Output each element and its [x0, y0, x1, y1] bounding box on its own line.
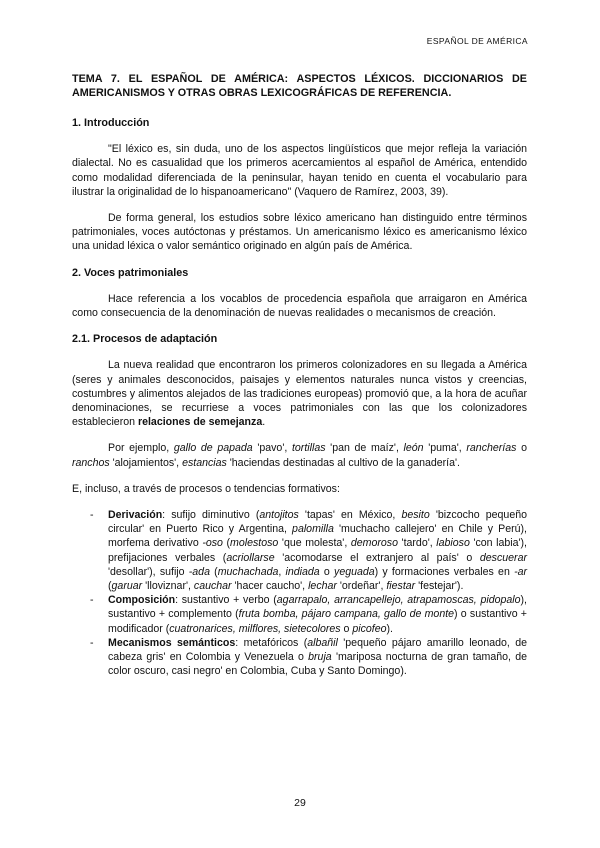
- formation-list: [72, 508, 527, 678]
- list-item-composicion: - Composición: sustantivo + verbo (agarrapalo, arrancapellejo, atrapamoscas, pidopalo), sustantivo + complemento (fruta bomba, pájaro campana, gallo de monte) o sustantivo + modificador (cuatronarices, milflores, sietecolores o picofeo).: [72, 593, 527, 636]
- paragraph-adaptacion: La nueva realidad que encontraron los primeros colonizadores en su llegada a América (seres y animales desconocidos, paisajes y elementos naturales nunca vistos y creencias, costumbres y alimentos alejados de las tradiciones europeas) promovió que, a la hora de acuñar denominaciones, se recurriese a voces patrimoniales con las que los colonizadores establecieron relaciones de semejanza.: [72, 359, 527, 429]
- list-item-mecanismos-semanticos: - Mecanismos semánticos: metafóricos (albañil 'pequeño pájaro amarillo leonado, de cabeza gris' en Colombia y Venezuela o bruja 'mariposa nocturna de gran tamaño, de color oscuro, casi negro' en Colombia, Cuba y Santo Domingo).: [72, 636, 527, 679]
- section-heading-introduccion: 1. Introducción: [72, 117, 150, 129]
- running-header: ESPAÑOL DE AMÉRICA: [426, 36, 528, 46]
- paragraph-procesos-formativos: E, incluso, a través de procesos o tendencias formativos:: [72, 482, 340, 495]
- emphasis-semejanza: relaciones de semejanza: [137, 416, 263, 429]
- paragraph-quote: "El léxico es, sin duda, uno de los aspectos lingüísticos que mejor refleja la variación dialectal. No es casualidad que los primeros acercamientos al español de América, entendido como modalidad diferenciada de la peninsular, hayan tenido en cuenta el vocabulario para ilustrar la originalidad de lo hispanoamericano" (Vaquero de Ramírez, 2003, 39).: [72, 143, 527, 198]
- section-heading-procesos-adaptacion: 2.1. Procesos de adaptación: [72, 333, 218, 346]
- list-item-derivacion: - Derivación: sufijo diminutivo (antojitos 'tapas' en México, besito 'bizcocho pequeño circular' en Puerto Rico y Argentina, palomilla 'muchacho callejero' en Chile y Perú), morfema derivativo -oso (molestoso 'que molesta', demoroso 'tardo', labioso 'con labia'), prefijaciones verbales (acriollarse 'acomodarse el extranjero al país' o descuerar 'desollar'), sufijo -ada (muchachada, indiada o yeguada) y formaciones verbales en -ar (garuar 'lloviznar', cauchar 'hacer caucho', lechar 'ordeñar', fiestar 'festejar').: [72, 508, 527, 593]
- main-content: [72, 72, 527, 679]
- page-number: 29: [294, 797, 306, 809]
- section-heading-voces-patrimoniales: 2. Voces patrimoniales: [72, 266, 189, 279]
- chapter-title: TEMA 7. EL ESPAÑOL DE AMÉRICA: ASPECTOS LÉXICOS. DICCIONARIOS DE AMERICANISMOS Y OTRAS OBRAS LEXICOGRÁFICAS DE REFERENCIA.: [72, 73, 527, 99]
- paragraph-voces: Hace referencia a los vocablos de procedencia española que arraigaron en América como consecuencia de la denominación de nuevas realidades o mecanismos de creación.: [72, 292, 527, 320]
- paragraph-definition: De forma general, los estudios sobre léxico americano han distinguido entre términos patrimoniales, voces autóctonas y préstamos. Un americanismo léxico es americanismo léxico una unidad léxica o valor semántico originado en algún país de América.: [72, 212, 527, 253]
- paragraph-examples: Por ejemplo, gallo de papada 'pavo', tortillas 'pan de maíz', león 'puma', rancherías o ranchos 'alojamientos', estancias 'haciendas destinadas al cultivo de la ganadería'.: [72, 442, 527, 469]
